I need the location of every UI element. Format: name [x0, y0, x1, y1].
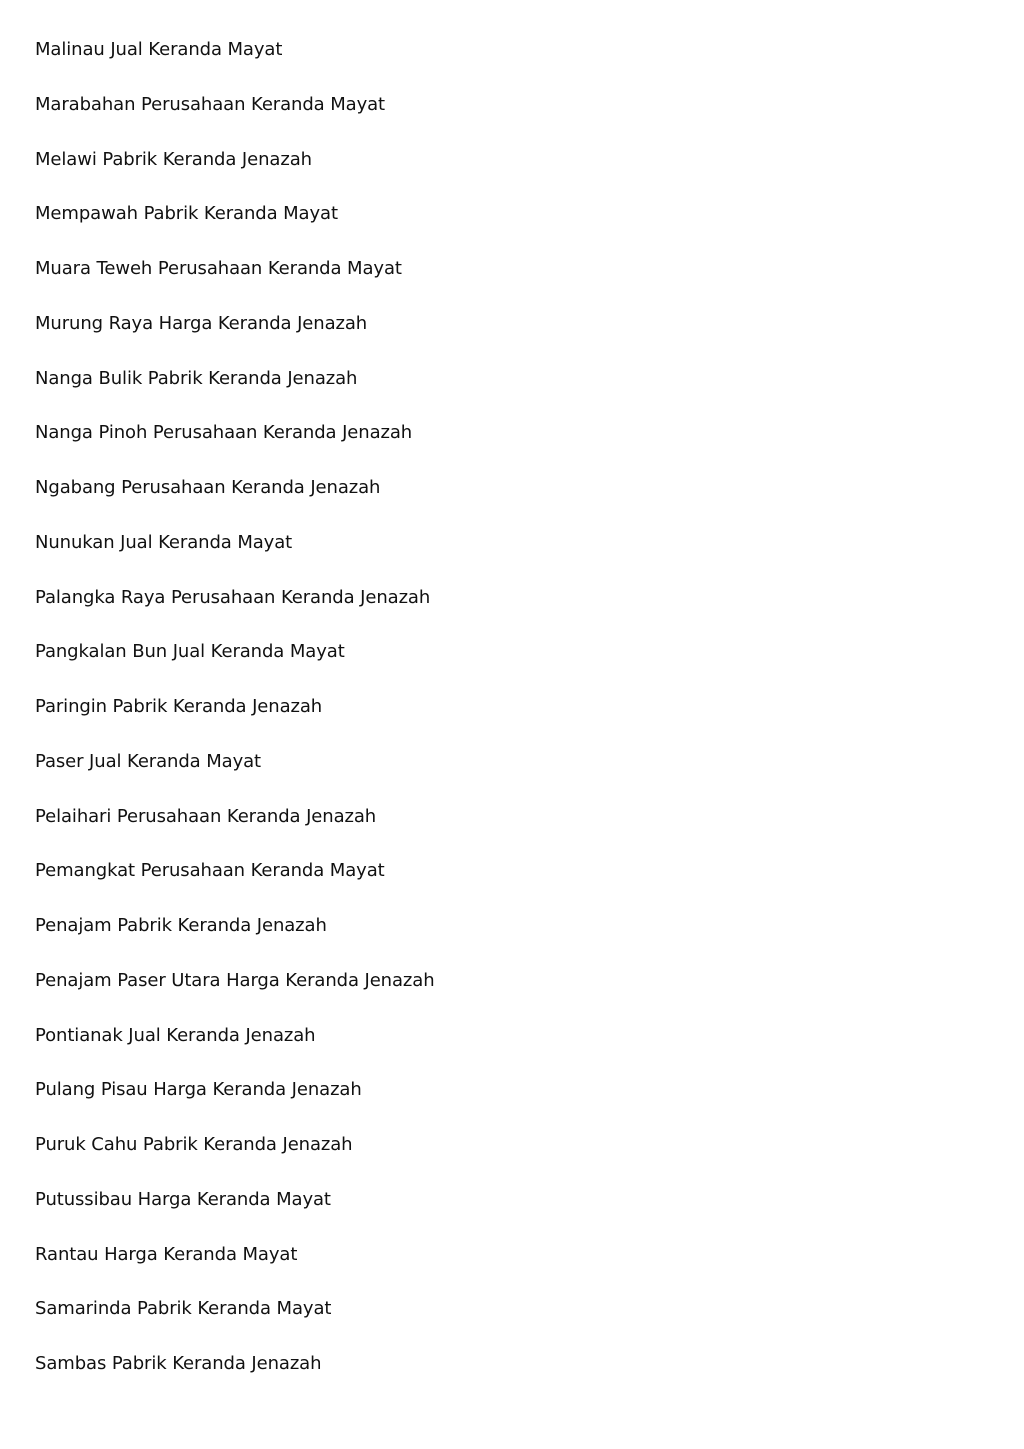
- list-item: Puruk Cahu Pabrik Keranda Jenazah: [35, 1134, 353, 1155]
- list-item: Nanga Bulik Pabrik Keranda Jenazah: [35, 367, 358, 389]
- list-item: Nanga Pinoh Perusahaan Keranda Jenazah: [35, 422, 413, 444]
- list-item: Pangkalan Bun Jual Keranda Mayat: [35, 641, 345, 663]
- list-item: Paser Jual Keranda Mayat: [35, 750, 262, 772]
- list-item: Rantau Harga Keranda Mayat: [35, 1243, 298, 1265]
- list-item: Sambas Pabrik Keranda Jenazah: [35, 1353, 322, 1374]
- list-item: Mempawah Pabrik Keranda Mayat: [35, 203, 338, 225]
- list-item: Melawi Pabrik Keranda Jenazah: [35, 148, 312, 170]
- list-item: Murung Raya Harga Keranda Jenazah: [35, 312, 368, 334]
- list-item: Marabahan Perusahaan Keranda Mayat: [35, 93, 386, 115]
- list-item: Pulang Pisau Harga Keranda Jenazah: [35, 1079, 362, 1101]
- entry-list: [35, 36, 435, 1405]
- list-item: Putussibau Harga Keranda Mayat: [35, 1188, 331, 1210]
- list-item: Ngabang Perusahaan Keranda Jenazah: [35, 477, 381, 498]
- list-item: Pemangkat Perusahaan Keranda Mayat: [35, 860, 385, 882]
- list-item: Pontianak Jual Keranda Jenazah: [35, 1024, 316, 1046]
- list-item: Paringin Pabrik Keranda Jenazah: [35, 696, 323, 717]
- list-item: Penajam Pabrik Keranda Jenazah: [35, 915, 327, 936]
- list-item: Pelaihari Perusahaan Keranda Jenazah: [35, 805, 377, 827]
- list-item: Malinau Jual Keranda Mayat: [35, 39, 283, 60]
- list-item: Nunukan Jual Keranda Mayat: [35, 531, 293, 553]
- list-item: Samarinda Pabrik Keranda Mayat: [35, 1298, 332, 1320]
- list-item: Muara Teweh Perusahaan Keranda Mayat: [35, 258, 402, 279]
- list-item: Palangka Raya Perusahaan Keranda Jenazah: [35, 586, 431, 608]
- list-item: Penajam Paser Utara Harga Keranda Jenazah: [35, 969, 435, 991]
